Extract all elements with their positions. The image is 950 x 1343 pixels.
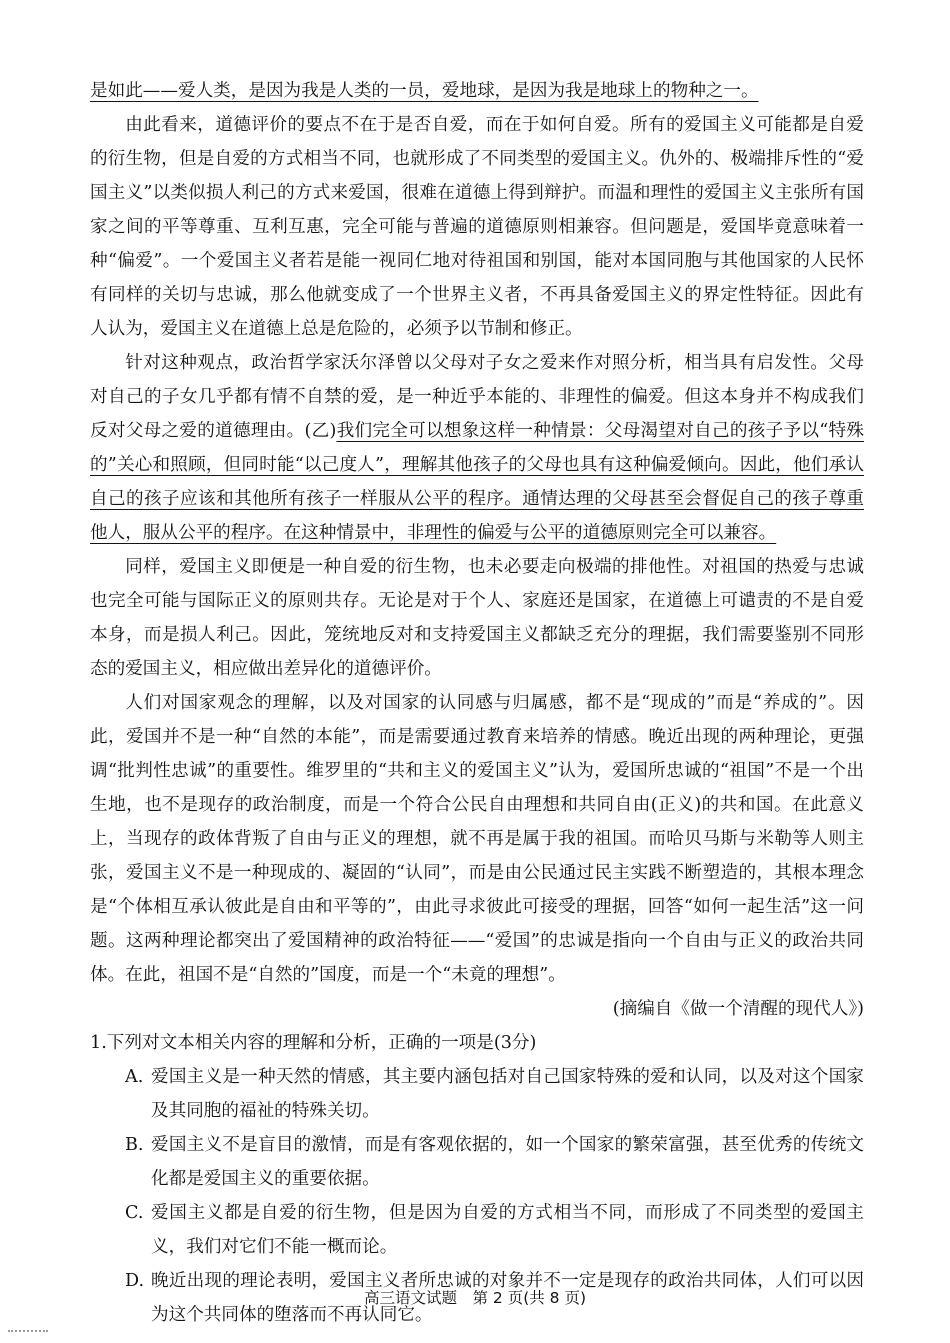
option-d-text: 晚近出现的理论表明，爱国主义者所忠诚的对象并不一定是现存的政治共同体，人们可以因为这个共同体的堕落而不再认同它。 [151, 1271, 864, 1325]
option-b-letter: B. [125, 1135, 144, 1155]
option-c-text: 爱国主义都是自爱的衍生物，但是因为自爱的方式相当不同，而形成了不同类型的爱国主义，我们对它们不能一概而论。 [151, 1203, 864, 1257]
underlined-passage-b: 我们完全可以想象这样一种情景：父母渴望对自己的孩子予以“特殊的”关心和照顾，但同时能“以己度人”，理解其他孩子的父母也具有这种偏爱倾向。因此，他们承认自己的孩子应该和其他所有孩子一样服从公平的程序。通情达理的父母甚至会督促自己的孩子尊重他人，服从公平的程序。在这种情景中，非理性的偏爱与公平的道德原则完全可以兼容。 [90, 421, 864, 543]
scan-mark-divider [8, 1330, 48, 1334]
option-d-letter: D. [125, 1271, 145, 1291]
question-1-stem-text: 下列对文本相关内容的理解和分析，正确的一项是(3分) [106, 1033, 537, 1053]
passage-paragraph-0 [90, 74, 864, 108]
paragraph-2-text: 针对这种观点，政治哲学家沃尔泽曾以父母对子女之爱来作对照分析，相当具有启发性。父母对自己的子女几乎都有情不自禁的爱，是一种近乎本能的、非理性的偏爱。但这本身并不构成我们反对父母之爱的道德理由。(乙) [90, 353, 864, 441]
option-a-letter: A. [125, 1067, 144, 1087]
passage-paragraph-3: 同样，爱国主义即便是一种自爱的衍生物，也未必要走向极端的排他性。对祖国的热爱与忠诚也完全可能与国际正义的原则共存。无论是对于个人、家庭还是国家，在道德上可谴责的不是自爱本身，而是损人利己。因此，笼统地反对和支持爱国主义都缺乏充分的理据，我们需要鉴别不同形态的爱国主义，相应做出差异化的道德评价。 [90, 557, 864, 679]
underlined-sentence-0: 是如此——爱人类，是因为我是人类的一员，爱地球，是因为我是地球上的物种之一。 [90, 81, 759, 101]
option-b [125, 1128, 864, 1196]
passage-paragraph-1: 由此看来，道德评价的要点不在于是否自爱，而在于如何自爱。所有的爱国主义可能都是自爱的衍生物，但是自爱的方式相当不同，也就形成了不同类型的爱国主义。仇外的、极端排斥性的“爱国主义”以类似损人利己的方式来爱国，很难在道德上得到辩护。而温和理性的爱国主义主张所有国家之间的平等尊重、互利互惠，完全可能与普遍的道德原则相兼容。但问题是，爱国毕竟意味着一种“偏爱”。一个爱国主义者若是能一视同仁地对待祖国和别国，能对本国同胞与其他国家的人民怀有同样的关切与忠诚，那么他就变成了一个世界主义者，不再具备爱国主义的界定性特征。因此有人认为，爱国主义在道德上总是危险的，必须予以节制和修正。 [90, 115, 864, 339]
option-c [125, 1196, 864, 1264]
option-a [125, 1060, 864, 1128]
passage-source: (摘编自《做一个清醒的现代人》) [612, 999, 864, 1019]
question-1-stem [90, 1026, 864, 1060]
passage-paragraph-4: 人们对国家观念的理解，以及对国家的认同感与归属感，都不是“现成的”而是“养成的”。因此，爱国并不是一种“自然的本能”，而是需要通过教育来培养的情感。晚近出现的两种理论，更强调“批判性忠诚”的重要性。维罗里的“共和主义的爱国主义”认为，爱国所忠诚的“祖国”不是一个出生地，也不是现存的政治制度，而是一个符合公民自由理想和共同自由(正义)的共和国。在此意义上，当现存的政体背叛了自由与正义的理想，就不再是属于我的祖国。而哈贝马斯与米勒等人则主张，爱国主义不是一种现成的、凝固的“认同”，而是由公民通过民主实践不断塑造的，其根本理念是“个体相互承认彼此是自由和平等的”，由此寻求彼此可接受的理据，回答“如何一起生活”这一问题。这两种理论都突出了爱国精神的政治特征——“爱国”的忠诚是指向一个自由与正义的政治共同体。在此，祖国不是“自然的”国度，而是一个“未竟的理想”。 [90, 693, 864, 985]
question-1-number: 1. [90, 1033, 107, 1053]
option-c-letter: C. [125, 1203, 144, 1223]
page-content [90, 74, 864, 1332]
option-b-text: 爱国主义不是盲目的激情，而是有客观依据的，如一个国家的繁荣富强，甚至优秀的传统文化都是爱国主义的重要依据。 [151, 1135, 864, 1189]
passage-paragraph-2 [90, 346, 864, 550]
page-footer: 高三语文试题 第 2 页(共 8 页) [363, 1289, 587, 1307]
option-a-text: 爱国主义是一种天然的情感，其主要内涵包括对自己国家特殊的爱和认同，以及对这个国家及其同胞的福祉的特殊关切。 [151, 1067, 864, 1121]
